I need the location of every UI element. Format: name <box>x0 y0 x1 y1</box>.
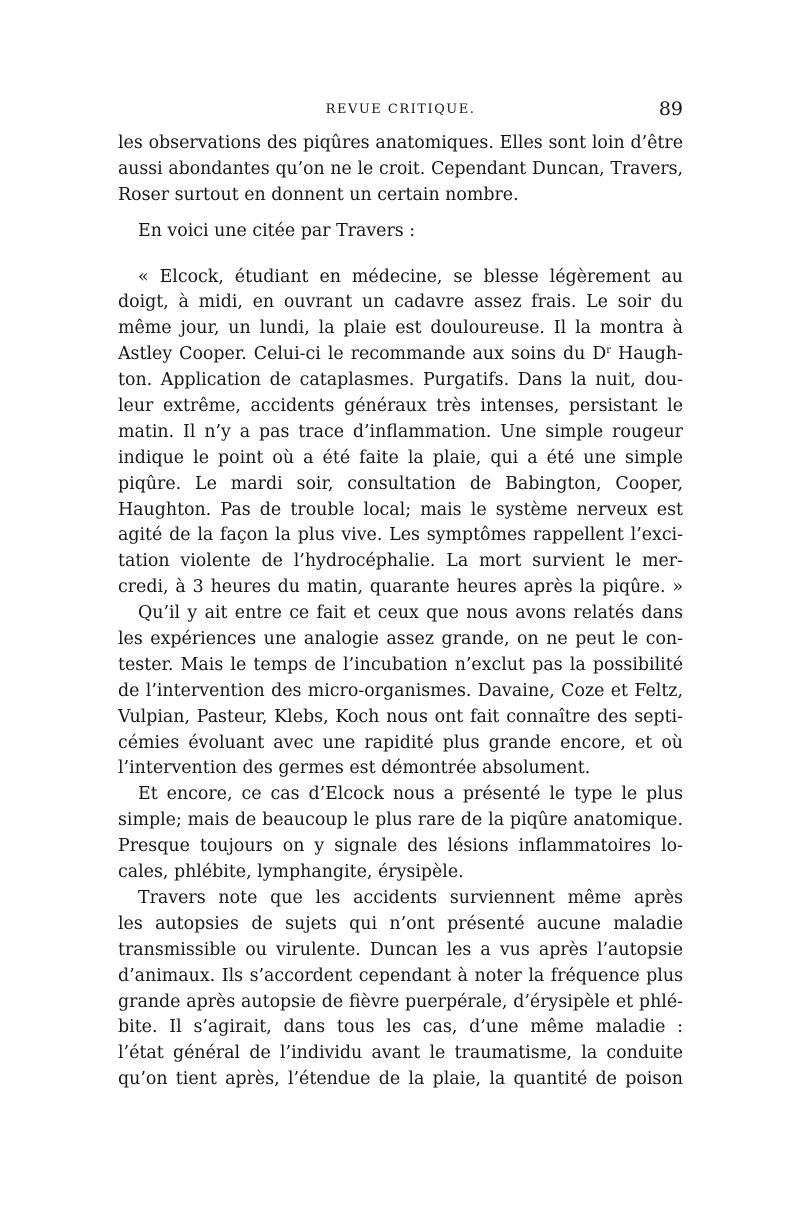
text-line: de l’intervention des micro-organismes. Davaine, Coze et Feltz, <box>118 680 683 701</box>
running-head <box>118 98 683 128</box>
body-text <box>118 131 683 1093</box>
running-title: REVUE CRITIQUE. <box>325 102 476 117</box>
text-fragment: Astley Cooper. Celui-ci le recommande aux soins du D <box>118 344 607 365</box>
text-line: les autopsies de sujets qui n’ont présenté aucune maladie <box>118 913 683 934</box>
text-line: Presque toujours on y signale des lésions inflammatoires lo- <box>118 836 683 857</box>
text-line: les expériences une analogie assez grande, on ne peut le con- <box>118 629 683 650</box>
page-number: 89 <box>658 98 683 120</box>
text-line: d’animaux. Ils s’accordent cependant à noter la fréquence plus <box>118 965 683 986</box>
text-line: grande après autopsie de fièvre puerpérale, d’érysipèle et phlé- <box>118 991 683 1012</box>
paragraph-4 <box>118 601 683 782</box>
text-line: piqûre. Le mardi soir, consultation de Babington, Cooper, <box>118 473 683 494</box>
paragraph-3-quotation <box>118 265 683 602</box>
text-line: leur extrême, accidents généraux très intenses, persistant le <box>118 396 683 417</box>
text-line: même jour, un lundi, la plaie est douloureuse. Il la montra à <box>118 318 683 339</box>
superscript: r <box>606 345 612 357</box>
text-line: tester. Mais le temps de l’incubation n’exclut pas la possibilité <box>118 654 683 675</box>
text-line: agité de la façon la plus vive. Les symptômes rappellent l’exci- <box>118 525 683 546</box>
paragraph-6 <box>118 886 683 1093</box>
text-line: Haughton. Pas de trouble local; mais le système nerveux est <box>118 499 683 520</box>
text-line: simple; mais de beaucoup le plus rare de la piqûre anatomique. <box>118 810 683 831</box>
text-line: transmissible ou virulente. Duncan les a vus après l’autopsie <box>118 939 683 960</box>
text-line: credi, à 3 heures du matin, quarante heures après la piqûre. » <box>118 577 683 598</box>
text-line: Qu’il y ait entre ce fait et ceux que nous avons relatés dans <box>138 603 683 624</box>
text-line: matin. Il n’y a pas trace d’inflammation. Une simple rougeur <box>118 421 683 442</box>
text-line: Et encore, ce cas d’Elcock nous a présenté le type le plus <box>138 784 683 805</box>
text-line-with-superscript <box>118 342 683 368</box>
paragraph-5 <box>118 782 683 886</box>
text-line: Roser surtout en donnent un certain nombre. <box>118 184 519 205</box>
text-line: indique le point où a été faite la plaie, qui a été une simple <box>118 447 683 468</box>
text-line: Vulpian, Pasteur, Klebs, Koch nous ont fait connaître des septi- <box>118 706 683 727</box>
text-line: doigt, à midi, en ouvrant un cadavre assez frais. Le soir du <box>118 292 683 313</box>
text-line: tation violente de l’hydrocéphalie. La mort survient le mer- <box>118 551 683 572</box>
text-line: En voici une citée par Travers : <box>138 220 416 241</box>
paragraph-1 <box>118 131 683 209</box>
text-line: l’intervention des germes est démontrée absolument. <box>118 758 591 779</box>
text-line: l’état général de l’individu avant le traumatisme, la conduite <box>118 1043 683 1064</box>
text-line: les observations des piqûres anatomiques. Elles sont loin d’être <box>118 133 683 153</box>
text-line: cales, phlébite, lymphangite, érysipèle. <box>118 862 464 883</box>
text-line: aussi abondantes qu’on ne le croit. Cependant Duncan, Travers, <box>118 158 683 179</box>
text-line: bite. Il s’agirait, dans tous les cas, d’une même maladie : <box>118 1017 683 1038</box>
text-line: « Elcock, étudiant en médecine, se blesse légèrement au <box>138 266 683 287</box>
text-line: Travers note que les accidents surviennent même après <box>138 887 683 908</box>
paragraph-2 <box>118 219 683 245</box>
text-fragment: Haugh- <box>611 344 683 365</box>
text-line: cémies évoluant avec une rapidité plus grande encore, et où <box>118 732 683 753</box>
text-line: ton. Application de cataplasmes. Purgatifs. Dans la nuit, dou- <box>118 370 683 391</box>
text-line: qu’on tient après, l’étendue de la plaie, la quantité de poison <box>118 1069 683 1090</box>
